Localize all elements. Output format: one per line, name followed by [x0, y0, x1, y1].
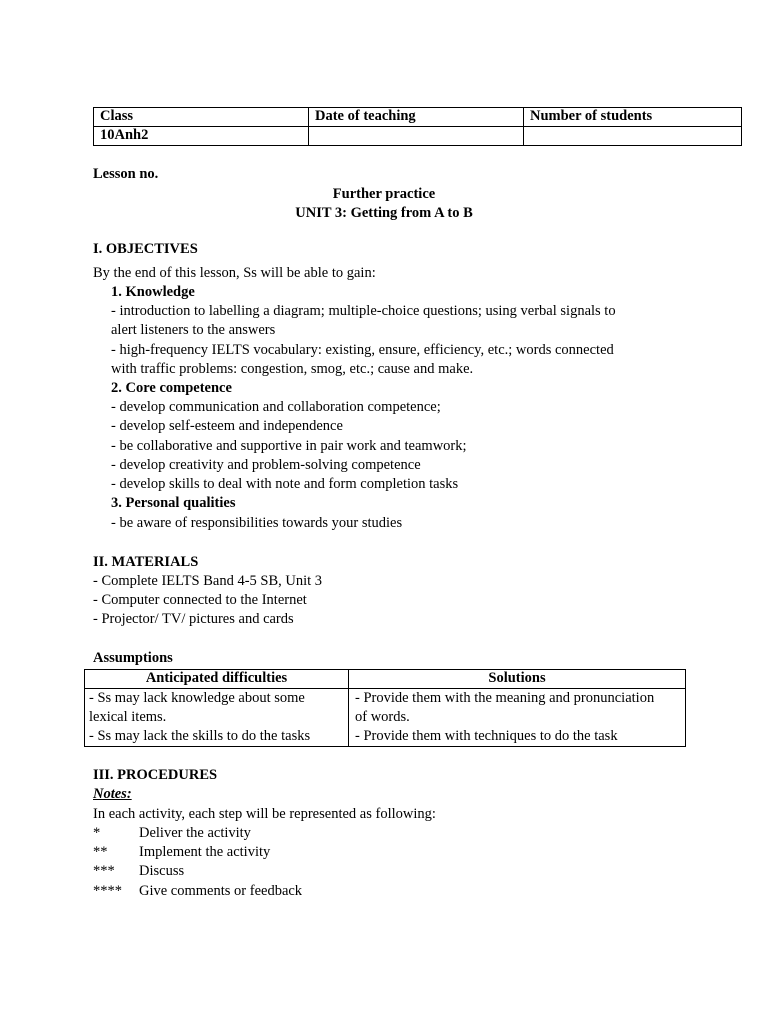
- materials-item: - Computer connected to the Internet: [93, 592, 307, 608]
- lesson-number: Lesson no.: [93, 166, 159, 182]
- difficulty-line: lexical items.: [89, 709, 167, 725]
- cell-class-value: 10Anh2: [94, 127, 309, 146]
- core-item: - be collaborative and supportive in pair work and teamwork;: [111, 438, 467, 454]
- procedures-heading: III. PROCEDURES: [93, 767, 218, 783]
- materials-item: - Complete IELTS Band 4-5 SB, Unit 3: [93, 573, 323, 589]
- step-mark: ***: [93, 863, 115, 879]
- objectives-intro: By the end of this lesson, Ss will be able to gain:: [93, 265, 376, 281]
- step-mark: **: [93, 844, 108, 860]
- header-number-of-students: Number of students: [524, 108, 742, 127]
- knowledge-item: with traffic problems: congestion, smog, etc.; cause and make.: [111, 361, 474, 377]
- knowledge-item: - high-frequency IELTS vocabulary: existing, ensure, efficiency, etc.; words connected: [111, 342, 614, 358]
- step-mark: ****: [93, 883, 122, 899]
- personal-item: - be aware of responsibilities towards your studies: [111, 515, 403, 531]
- solution-line: - Provide them with techniques to do the task: [355, 728, 618, 744]
- header-anticipated-difficulties: Anticipated difficulties: [85, 670, 349, 689]
- cell-date-value: [309, 127, 524, 146]
- step-text: Deliver the activity: [139, 825, 251, 841]
- knowledge-heading: 1. Knowledge: [111, 284, 195, 300]
- step-text: Give comments or feedback: [139, 883, 303, 899]
- header-solutions: Solutions: [349, 670, 686, 689]
- solutions-cell: [349, 689, 686, 747]
- assumptions-heading: Assumptions: [93, 650, 173, 666]
- difficulty-line: - Ss may lack the skills to do the tasks: [89, 728, 311, 744]
- materials-heading: II. MATERIALS: [93, 554, 199, 570]
- step-mark: *: [93, 825, 101, 841]
- solution-line: - Provide them with the meaning and pronunciation: [355, 690, 655, 706]
- core-competence-heading: 2. Core competence: [111, 380, 232, 396]
- core-item: - develop creativity and problem-solving competence: [111, 457, 421, 473]
- header-date-of-teaching: Date of teaching: [309, 108, 524, 127]
- notes-label: Notes:: [93, 786, 132, 802]
- core-item: - develop skills to deal with note and form completion tasks: [111, 476, 459, 492]
- class-info-table: [93, 107, 742, 146]
- knowledge-item: - introduction to labelling a diagram; multiple-choice questions; using verbal signals to: [111, 303, 616, 319]
- unit-title: UNIT 3: Getting from A to B: [295, 205, 473, 221]
- assumptions-table: [84, 669, 686, 747]
- difficulty-line: - Ss may lack knowledge about some: [89, 690, 305, 706]
- header-class: Class: [94, 108, 309, 127]
- core-item: - develop communication and collaboration competence;: [111, 399, 441, 415]
- difficulties-cell: [85, 689, 349, 747]
- objectives-heading: I. OBJECTIVES: [93, 241, 198, 257]
- step-text: Implement the activity: [139, 844, 271, 860]
- materials-item: - Projector/ TV/ pictures and cards: [93, 611, 294, 627]
- step-text: Discuss: [139, 863, 185, 879]
- procedures-intro: In each activity, each step will be represented as following:: [93, 806, 436, 822]
- lesson-title: Further practice: [332, 186, 436, 202]
- solution-line: of words.: [355, 709, 410, 725]
- cell-students-value: [524, 127, 742, 146]
- core-item: - develop self-esteem and independence: [111, 418, 343, 434]
- personal-qualities-heading: 3. Personal qualities: [111, 495, 236, 511]
- knowledge-item: alert listeners to the answers: [111, 322, 276, 338]
